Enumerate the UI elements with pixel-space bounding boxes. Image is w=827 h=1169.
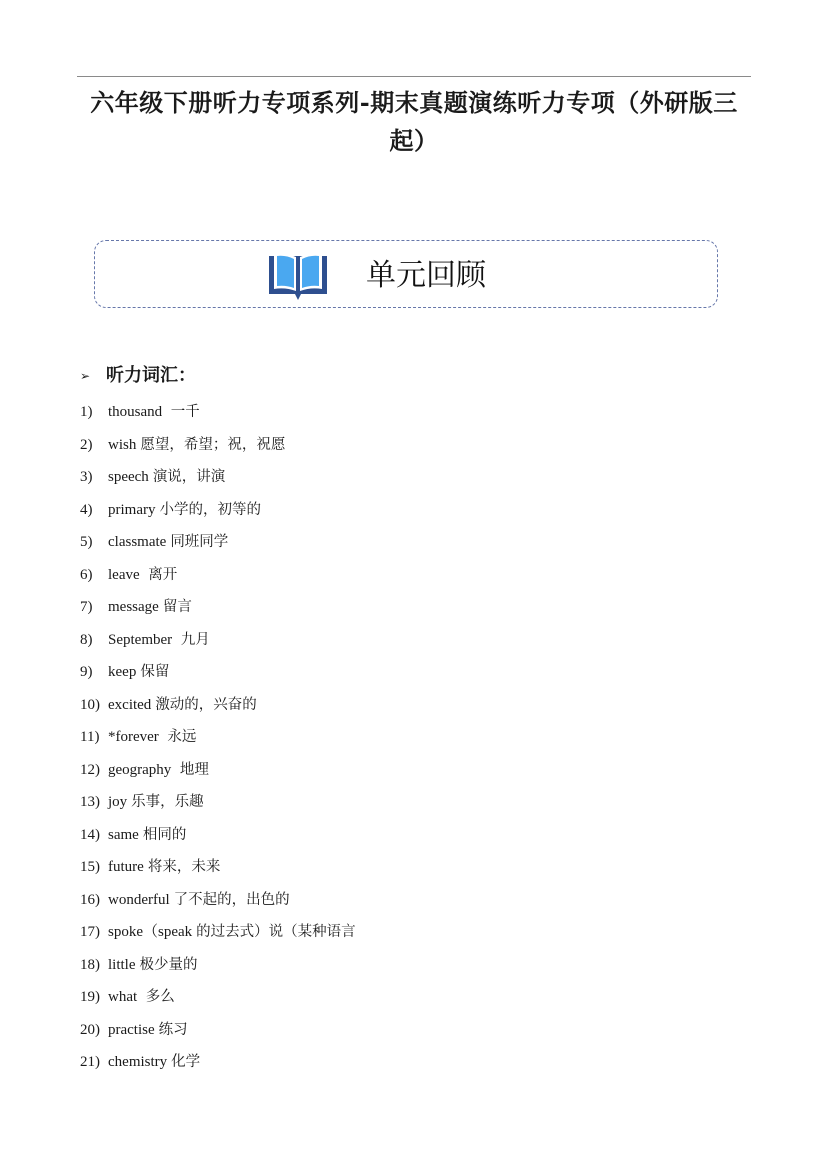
- vocab-item: [80, 691, 740, 724]
- vocab-chinese-meaning: 愿望，希望；祝，祝愿: [140, 436, 286, 453]
- vocab-item: [80, 496, 740, 529]
- vocab-number: 5): [80, 534, 93, 550]
- vocab-english-word: classmate: [108, 534, 167, 550]
- section-heading: [80, 362, 196, 390]
- vocab-item: [80, 756, 740, 789]
- vocab-number: 20): [80, 1021, 100, 1038]
- vocab-item: [80, 658, 740, 691]
- vocab-chinese-meaning: 留言: [162, 599, 192, 615]
- document-title: 六年级下册听力专项系列-期末真题演练听力专项（外研版三起）: [90, 88, 738, 155]
- vocab-chinese-meaning: 化学: [171, 1054, 201, 1070]
- vocab-chinese-meaning: 演说，讲演: [152, 469, 226, 485]
- vocab-english-word: chemistry: [108, 1054, 168, 1070]
- vocab-number: 1): [80, 404, 93, 420]
- vocab-english-word: spoke（speak: [108, 924, 193, 940]
- vocab-number: 8): [80, 631, 93, 648]
- vocab-english-word: *forever: [108, 729, 159, 745]
- vocab-number: 2): [80, 436, 93, 453]
- section-heading-text: 听力词汇：: [106, 365, 196, 386]
- vocab-chinese-meaning: 一千: [166, 404, 200, 420]
- vocab-english-word: same: [108, 826, 139, 843]
- vocab-item: [80, 593, 740, 626]
- vocab-item: [80, 1048, 740, 1081]
- vocab-english-word: future: [108, 859, 144, 875]
- vocab-chinese-meaning: 的过去式）说（某种语言: [196, 924, 356, 940]
- vocab-chinese-meaning: 练习: [158, 1021, 188, 1038]
- vocab-item: [80, 886, 740, 919]
- vocabulary-list: [80, 398, 740, 1081]
- vocab-number: 21): [80, 1054, 100, 1070]
- vocab-english-word: what: [108, 989, 138, 1005]
- header-rule: [77, 76, 751, 77]
- vocab-english-word: primary: [108, 501, 156, 518]
- vocab-item: [80, 918, 740, 951]
- open-book-icon: [267, 250, 329, 306]
- vocab-item: [80, 561, 740, 594]
- vocab-number: 11): [80, 729, 100, 745]
- vocab-chinese-meaning: 保留: [140, 664, 170, 680]
- vocab-number: 3): [80, 469, 93, 485]
- vocab-english-word: practise: [108, 1021, 155, 1038]
- vocab-number: 15): [80, 859, 100, 875]
- vocab-chinese-meaning: 地理: [175, 761, 209, 778]
- vocab-number: 7): [80, 599, 93, 615]
- vocab-chinese-meaning: 相同的: [142, 826, 187, 843]
- vocab-number: 10): [80, 696, 100, 713]
- vocab-number: 16): [80, 891, 100, 908]
- vocab-english-word: thousand: [108, 404, 163, 420]
- vocab-english-word: wish: [108, 436, 137, 453]
- vocab-number: 6): [80, 566, 93, 583]
- vocab-item: [80, 398, 740, 431]
- vocab-chinese-meaning: 多么: [141, 989, 175, 1005]
- vocab-english-word: keep: [108, 664, 137, 680]
- vocab-number: 9): [80, 664, 93, 680]
- vocab-number: 14): [80, 826, 100, 843]
- vocab-item: [80, 463, 740, 496]
- vocab-chinese-meaning: 了不起的，出色的: [173, 891, 290, 908]
- vocab-chinese-meaning: 激动的，兴奋的: [155, 696, 257, 713]
- vocab-number: 13): [80, 794, 100, 810]
- vocab-item: [80, 431, 740, 464]
- vocab-number: 18): [80, 956, 100, 973]
- vocab-item: [80, 1016, 740, 1049]
- vocab-number: 19): [80, 989, 100, 1005]
- vocab-chinese-meaning: 同班同学: [170, 534, 229, 550]
- vocab-item: [80, 951, 740, 984]
- vocab-english-word: wonderful: [108, 891, 170, 908]
- vocab-chinese-meaning: 小学的，初等的: [159, 501, 261, 518]
- vocab-chinese-meaning: 极少量的: [139, 956, 198, 973]
- vocab-number: 17): [80, 924, 100, 940]
- vocab-english-word: speech: [108, 469, 149, 485]
- vocab-item: [80, 983, 740, 1016]
- vocab-chinese-meaning: 永远: [162, 729, 197, 745]
- vocab-item: [80, 853, 740, 886]
- vocab-english-word: geography: [108, 761, 172, 778]
- vocab-chinese-meaning: 离开: [143, 566, 178, 583]
- vocab-english-word: September: [108, 631, 173, 648]
- vocab-chinese-meaning: 将来，未来: [147, 859, 221, 875]
- vocab-item: [80, 788, 740, 821]
- vocab-item: [80, 821, 740, 854]
- vocab-english-word: joy: [108, 794, 128, 810]
- vocab-item: [80, 626, 740, 659]
- banner-title: 单元回顾: [366, 258, 486, 293]
- vocab-item: [80, 723, 740, 756]
- vocab-chinese-meaning: 九月: [176, 631, 210, 648]
- vocab-english-word: little: [108, 956, 136, 973]
- vocab-number: 12): [80, 761, 100, 778]
- vocab-number: 4): [80, 501, 93, 518]
- vocab-chinese-meaning: 乐事，乐趣: [131, 794, 204, 810]
- vocab-english-word: message: [108, 599, 159, 615]
- arrow-bullet-icon: ➢: [80, 369, 91, 383]
- vocab-item: [80, 528, 740, 561]
- vocab-english-word: excited: [108, 696, 152, 713]
- vocab-english-word: leave: [108, 566, 140, 583]
